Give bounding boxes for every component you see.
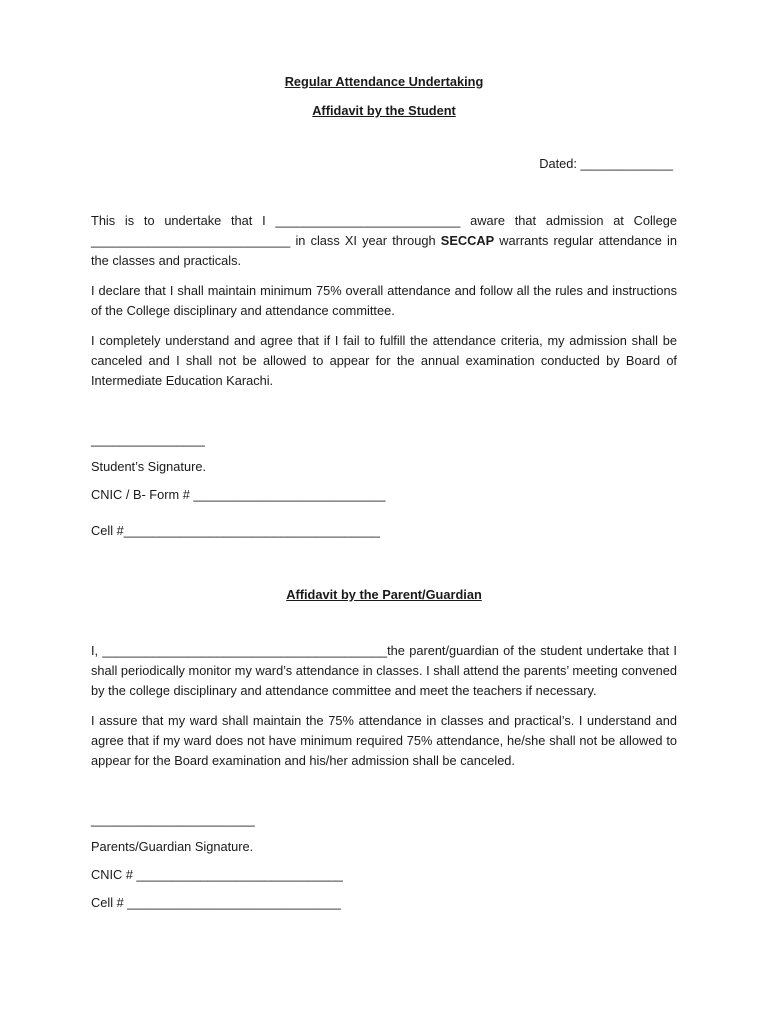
parent-signature-label: Parents/Guardian Signature. (91, 839, 254, 854)
student-paragraph-3: I completely understand and agree that if I fail to fulfill the attendance criteria, my admission shall be canceled and I shall not be allowed to appear for the annual examination conducted by Board of Intermediate Education Karachi. (91, 333, 677, 388)
student-paragraph-1-text-b: warrants regular attendance in the classes and practicals. (91, 233, 677, 268)
student-cnic-field: CNIC / B- Form # ___________________________ (91, 487, 386, 502)
student-cell-field: Cell #____________________________________ (91, 523, 380, 538)
dated-field: Dated: _____________ (539, 156, 673, 171)
seccap-bold-text: SECCAP (440, 233, 495, 248)
parent-cell-field: Cell # ______________________________ (91, 895, 341, 910)
student-signature-line: ________________ (91, 432, 205, 447)
student-paragraph-1 (91, 211, 677, 271)
parent-paragraph-1: I, ________________________________________the parent/guardian of the student undertake that I shall periodically monitor my ward’s attendance in classes. I shall attend the parents’ meeting convened by the college disciplinary and attendance committee and meet the teachers if necessary. (91, 643, 677, 698)
parent-affidavit-title: Affidavit by the Parent/Guardian (286, 587, 482, 602)
parent-signature-line: _______________________ (91, 812, 255, 827)
parent-cnic-field: CNIC # _____________________________ (91, 867, 343, 882)
student-paragraph-1-text-a: This is to undertake that I __________________________ aware that admission at College ____________________________ in class XI year through (91, 213, 677, 248)
student-paragraph-2: I declare that I shall maintain minimum 75% overall attendance and follow all the rules and instructions of the College disciplinary and attendance committee. (91, 283, 677, 318)
parent-paragraph-2: I assure that my ward shall maintain the 75% attendance in classes and practical’s. I understand and agree that if my ward does not have minimum required 75% attendance, he/she shall not be allowed to appear for the Board examination and his/her admission shall be canceled. (91, 713, 677, 768)
student-signature-label: Student’s Signature. (91, 459, 207, 474)
document-title: Regular Attendance Undertaking (284, 74, 484, 89)
student-affidavit-title: Affidavit by the Student (312, 103, 456, 118)
